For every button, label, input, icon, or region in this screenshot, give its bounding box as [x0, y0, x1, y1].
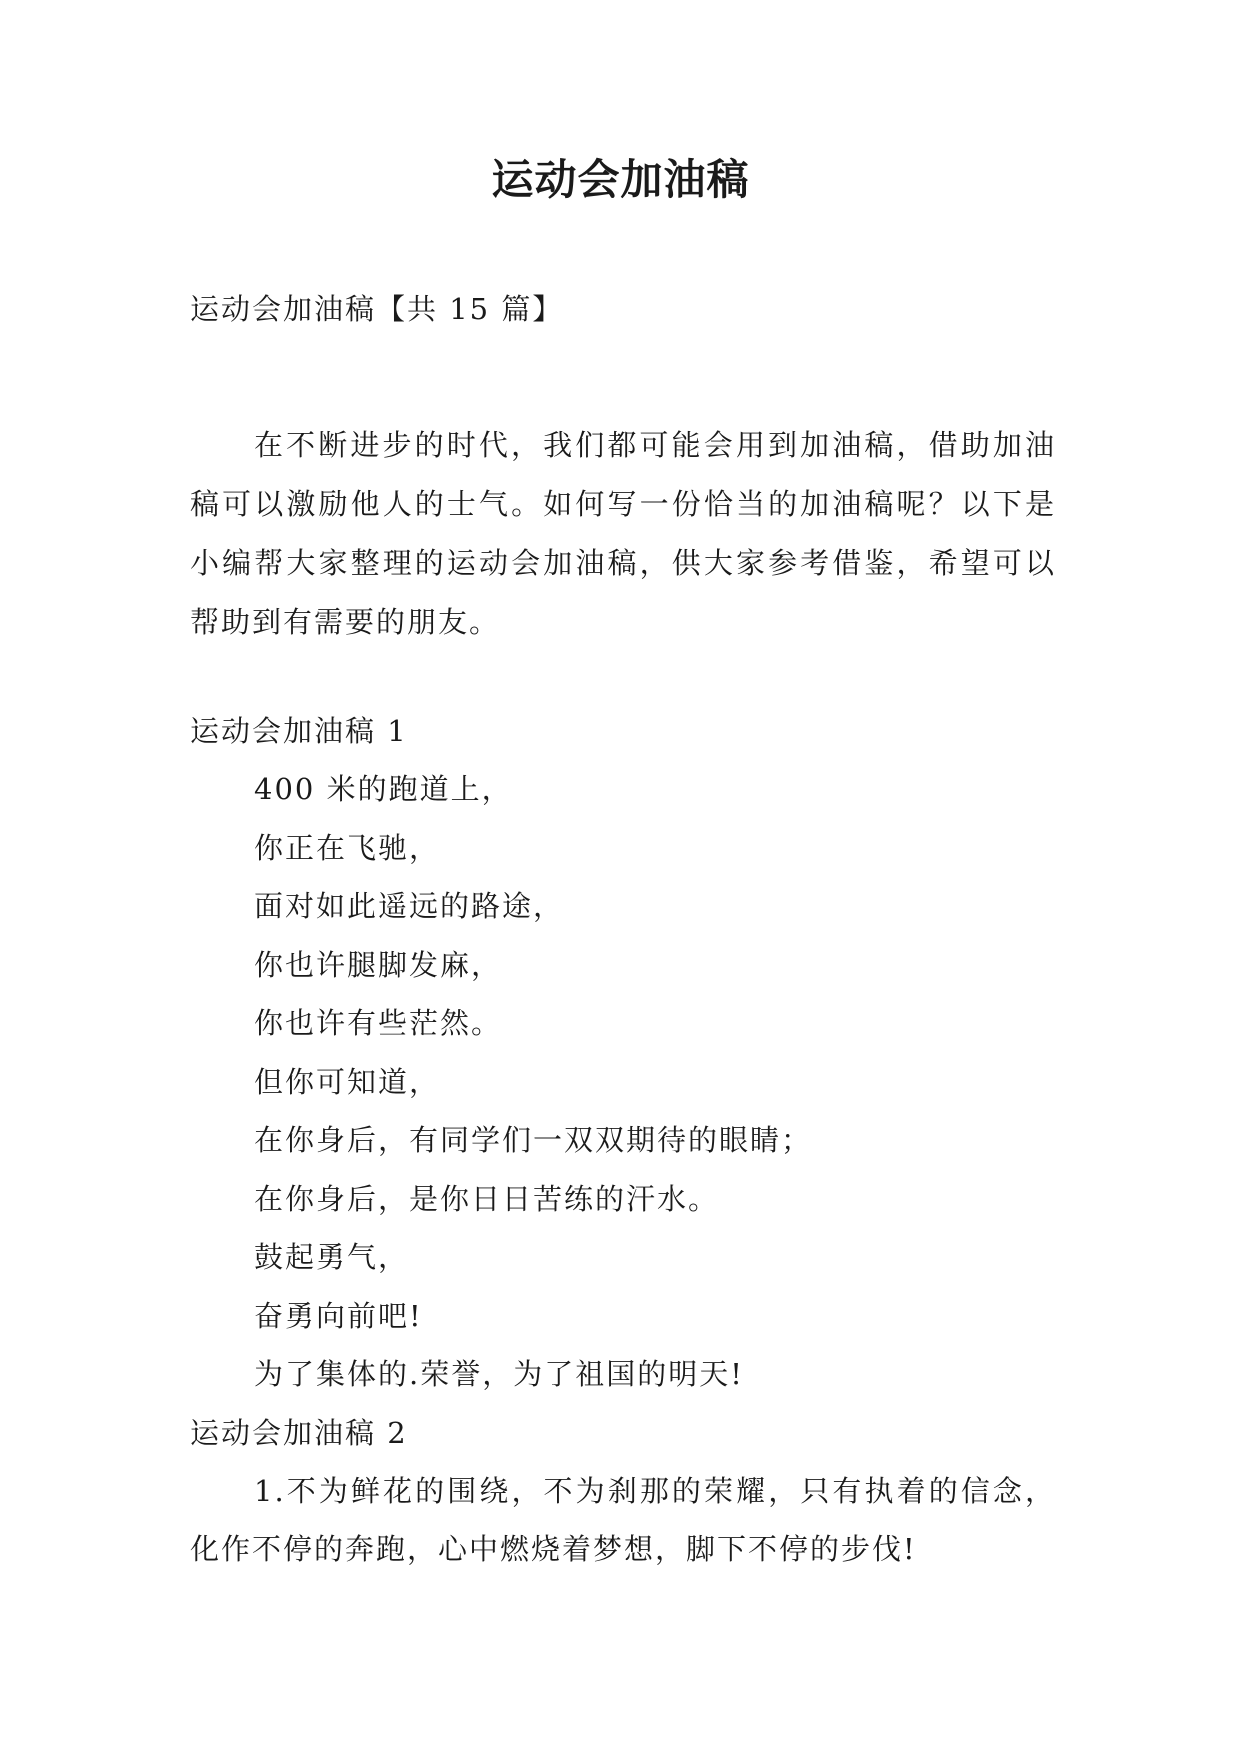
section-heading-2: 运动会加油稿 2: [190, 1415, 408, 1450]
poem-line: 鼓起勇气，: [254, 1240, 410, 1274]
poem-line: 但你可知道，: [254, 1064, 441, 1099]
section-2-paragraph: 1.不为鲜花的围绕，不为刹那的荣耀，只有执着的信念，化作不停的奔跑，心中燃烧着梦想，脚下不停的步伐!: [190, 1473, 1056, 1566]
page-title: 运动会加油稿: [491, 155, 750, 204]
intro-paragraph: 在不断进步的时代，我们都可能会用到加油稿，借助加油稿可以激励他人的士气。如何写一份恰当的加油稿呢？以下是小编帮大家整理的运动会加油稿，供大家参考借鉴，希望可以帮助到有需要的朋友。: [190, 428, 1056, 639]
poem-line: 400 米的跑道上，: [254, 772, 513, 806]
poem-line: 在你身后，有同学们一双双期待的眼睛；: [254, 1123, 813, 1157]
poem-line: 你也许有些茫然。: [254, 1006, 503, 1040]
poem-line: 为了集体的.荣誉，为了祖国的明天!: [254, 1357, 744, 1391]
poem-line: 你也许腿脚发麻，: [254, 947, 503, 982]
poem-line: 你正在飞驰，: [254, 830, 441, 865]
poem-line: 在你身后，是你日日苦练的汗水。: [254, 1181, 720, 1216]
poem-line: 奋勇向前吧!: [254, 1298, 423, 1333]
section-heading-1: 运动会加油稿 1: [190, 714, 408, 748]
poem-line: 面对如此遥远的路途，: [254, 889, 565, 923]
document-body: [190, 290, 1056, 1578]
document-subtitle: 运动会加油稿【共 15 篇】: [190, 292, 564, 326]
